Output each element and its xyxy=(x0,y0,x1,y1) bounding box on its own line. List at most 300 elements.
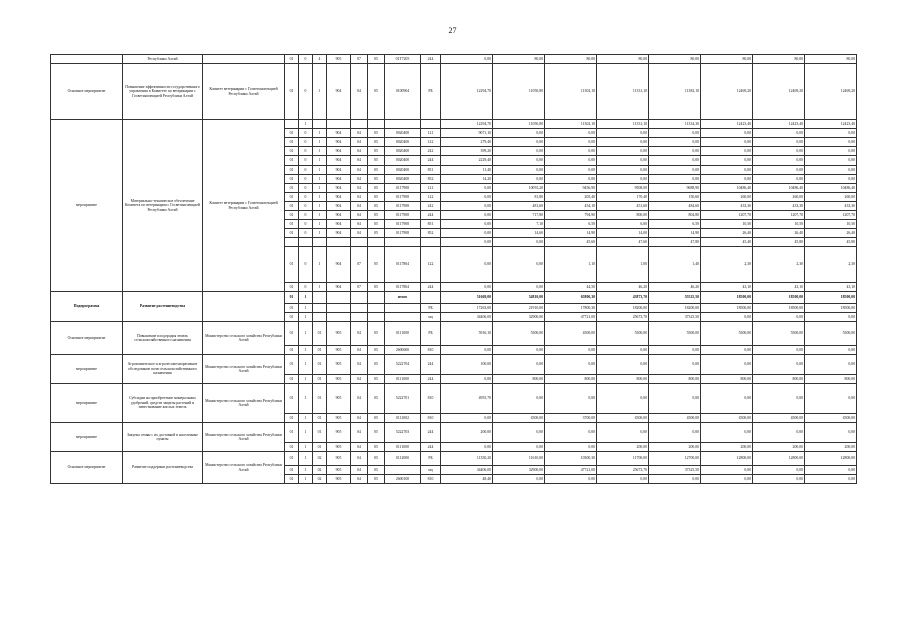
value-cell: 800,00 xyxy=(597,211,649,220)
code-cell: 904 xyxy=(327,175,351,184)
code-cell: 1 xyxy=(313,175,327,184)
code-cell: 0 xyxy=(299,138,313,147)
value-cell: 800,00 xyxy=(649,375,701,384)
value-cell: 5500,00 xyxy=(753,322,805,346)
code-cell: 04 xyxy=(351,202,368,211)
code-cell: 1 xyxy=(299,443,313,452)
code-cell: 0117908 xyxy=(385,184,421,193)
value-cell: 12423,40 xyxy=(753,120,805,129)
code-cell: 04 xyxy=(351,414,368,423)
value-cell: 200,00 xyxy=(753,443,805,452)
code-cell: 01 xyxy=(313,346,327,355)
value-cell: 484,60 xyxy=(649,202,701,211)
value-cell: 11,40 xyxy=(441,166,493,175)
value-cell: 18200,00 xyxy=(649,304,701,313)
code-cell: 0111000 xyxy=(385,443,421,452)
code-cell: 05 xyxy=(368,247,385,283)
code-cell: 01 xyxy=(285,229,299,238)
code-cell xyxy=(351,292,368,304)
value-cell: 0,00 xyxy=(545,443,597,452)
name-cell: Повышение эффективности государственного управления в Комитете по ветеринарии с Госветинспекцией Республики Алтай xyxy=(123,64,203,120)
value-cell: 10486,40 xyxy=(805,184,857,193)
value-cell: 45,60 xyxy=(545,238,597,247)
code-cell: 01 xyxy=(313,423,327,443)
value-cell: 0,00 xyxy=(753,166,805,175)
code-cell: 904 xyxy=(327,64,351,120)
code-cell: 04 xyxy=(351,211,368,220)
code-cell: 05 xyxy=(368,322,385,346)
code-cell: 0020400 xyxy=(385,147,421,156)
value-cell: 51669,00 xyxy=(441,292,493,304)
value-cell: 10,50 xyxy=(753,220,805,229)
value-cell: 0,00 xyxy=(493,166,545,175)
code-cell: 905 xyxy=(327,55,351,64)
value-cell: 279,40 xyxy=(441,138,493,147)
code-cell: 04 xyxy=(351,129,368,138)
code-cell xyxy=(285,120,299,129)
value-cell: 32900,00 xyxy=(493,466,545,475)
code-cell xyxy=(368,120,385,129)
value-cell: 0,00 xyxy=(753,475,805,484)
code-cell: 244 xyxy=(421,156,441,166)
value-cell: 0,00 xyxy=(597,129,649,138)
value-cell: 37325,50 xyxy=(649,466,701,475)
code-cell: итого xyxy=(385,292,421,304)
value-cell: 11302,10 xyxy=(545,120,597,129)
value-cell: 0,00 xyxy=(701,384,753,414)
code-cell: 851 xyxy=(421,166,441,175)
code-cell xyxy=(385,304,421,313)
code-cell: 05 xyxy=(368,138,385,147)
code-cell: 904 xyxy=(327,247,351,283)
code-cell: 05 xyxy=(368,414,385,423)
value-cell: 10055,20 xyxy=(493,184,545,193)
value-cell: 0,00 xyxy=(753,175,805,184)
code-cell: 905 xyxy=(327,384,351,414)
code-cell: РБ xyxy=(421,452,441,466)
code-cell: 05 xyxy=(368,475,385,484)
code-cell: 851 xyxy=(421,220,441,229)
code-cell: 05 xyxy=(368,443,385,452)
code-cell: 904 xyxy=(327,156,351,166)
value-cell: 4955,70 xyxy=(441,384,493,414)
value-cell: 0,00 xyxy=(441,247,493,283)
code-cell: 04 xyxy=(351,193,368,202)
name-cell: Субсидии на приобретение минеральных удобрений, средств защиты растений и известкование кислых земель xyxy=(123,384,203,423)
status-cell: Основное мероприятие xyxy=(51,64,123,120)
code-cell: 852 xyxy=(421,229,441,238)
code-cell: 905 xyxy=(327,355,351,375)
code-cell xyxy=(368,304,385,313)
code-cell: 0020400 xyxy=(385,175,421,184)
code-cell: 01 xyxy=(285,64,299,120)
value-cell: 0,00 xyxy=(493,138,545,147)
value-cell: 0,00 xyxy=(753,355,805,375)
value-cell: 12294,70 xyxy=(441,120,493,129)
value-cell: 0,00 xyxy=(753,147,805,156)
value-cell: 0,00 xyxy=(649,355,701,375)
code-cell: 0 xyxy=(299,202,313,211)
value-cell: 0,00 xyxy=(805,129,857,138)
code-cell: 05 xyxy=(368,355,385,375)
value-cell: 10486,40 xyxy=(753,184,805,193)
value-cell: 0,00 xyxy=(805,423,857,443)
value-cell: 5500,00 xyxy=(493,322,545,346)
code-cell: 05 xyxy=(368,283,385,292)
value-cell: 81,80 xyxy=(493,193,545,202)
value-cell: 0,00 xyxy=(493,423,545,443)
value-cell: 43,10 xyxy=(701,283,753,292)
code-cell: 1 xyxy=(313,220,327,229)
code-cell: 0111000 xyxy=(385,322,421,346)
budget-table xyxy=(50,54,857,484)
value-cell: 17800,30 xyxy=(545,304,597,313)
value-cell: 4500,00 xyxy=(701,414,753,423)
code-cell: мц xyxy=(421,466,441,475)
value-cell: 4500,00 xyxy=(545,322,597,346)
page-number: 27 xyxy=(448,26,457,35)
code-cell xyxy=(327,313,351,322)
value-cell: 80,00 xyxy=(649,55,701,64)
code-cell: 07 xyxy=(351,55,368,64)
value-cell: 0,00 xyxy=(753,466,805,475)
code-cell: 01 xyxy=(285,247,299,283)
code-cell: 0 xyxy=(299,220,313,229)
value-cell: 0,00 xyxy=(545,475,597,484)
value-cell: 0,00 xyxy=(493,156,545,166)
value-cell: 0,00 xyxy=(493,238,545,247)
value-cell: 46,20 xyxy=(649,283,701,292)
code-cell xyxy=(421,292,441,304)
value-cell: 433,30 xyxy=(753,202,805,211)
value-cell: 12294,70 xyxy=(441,64,493,120)
value-cell: 433,30 xyxy=(805,202,857,211)
value-cell: 0,00 xyxy=(701,466,753,475)
code-cell: 04 xyxy=(351,443,368,452)
value-cell: 11350,20 xyxy=(441,452,493,466)
value-cell: 18500,00 xyxy=(805,304,857,313)
value-cell: 0,00 xyxy=(545,147,597,156)
value-cell: 0,00 xyxy=(441,55,493,64)
code-cell: 0 xyxy=(299,247,313,283)
code-cell: 05 xyxy=(368,64,385,120)
table-row xyxy=(51,292,857,304)
value-cell: 80,00 xyxy=(597,55,649,64)
value-cell: 12800,00 xyxy=(701,452,753,466)
code-cell: 121 xyxy=(421,184,441,193)
name-cell: Республики Алтай xyxy=(123,55,203,64)
code-cell: 0111000 xyxy=(385,375,421,384)
value-cell: 18500,00 xyxy=(753,292,805,304)
value-cell: 0,00 xyxy=(441,346,493,355)
value-cell: 0,00 xyxy=(545,129,597,138)
code-cell: 1 xyxy=(313,211,327,220)
code-cell: 0100904 xyxy=(385,64,421,120)
value-cell: 14,60 xyxy=(493,229,545,238)
code-cell: 1 xyxy=(313,247,327,283)
value-cell: 11302,10 xyxy=(545,64,597,120)
code-cell: 05 xyxy=(368,156,385,166)
code-cell: 0117908 xyxy=(385,229,421,238)
code-cell: 04 xyxy=(351,375,368,384)
code-cell: 01 xyxy=(313,384,327,414)
value-cell: 25673,70 xyxy=(597,466,649,475)
value-cell: 26,40 xyxy=(753,229,805,238)
value-cell: 0,00 xyxy=(441,202,493,211)
code-cell: 852 xyxy=(421,175,441,184)
code-cell xyxy=(421,238,441,247)
code-cell: 05 xyxy=(368,375,385,384)
value-cell: 0,00 xyxy=(545,346,597,355)
code-cell xyxy=(313,120,327,129)
code-cell: 04 xyxy=(351,175,368,184)
code-cell: 01 xyxy=(285,129,299,138)
code-cell: 01 xyxy=(285,322,299,346)
code-cell: 1 xyxy=(299,466,313,475)
value-cell: 9508,00 xyxy=(597,184,649,193)
code-cell: 905 xyxy=(327,375,351,384)
code-cell: 904 xyxy=(327,193,351,202)
code-cell: 0117908 xyxy=(385,193,421,202)
value-cell: 0,00 xyxy=(701,129,753,138)
value-cell: 25673,70 xyxy=(597,313,649,322)
code-cell: 01 xyxy=(285,384,299,414)
value-cell: 260,00 xyxy=(805,193,857,202)
code-cell: 04 xyxy=(351,322,368,346)
value-cell: 0,00 xyxy=(441,443,493,452)
code-cell: 04 xyxy=(351,346,368,355)
code-cell: 05 xyxy=(368,202,385,211)
value-cell: 12469,20 xyxy=(701,64,753,120)
code-cell: 01 xyxy=(285,313,299,322)
code-cell: 0 xyxy=(299,229,313,238)
code-cell: 05 xyxy=(368,346,385,355)
value-cell: 0,00 xyxy=(441,184,493,193)
value-cell: 47721,00 xyxy=(545,313,597,322)
value-cell: 11050,80 xyxy=(493,64,545,120)
value-cell: 34406,00 xyxy=(441,466,493,475)
code-cell: 01 xyxy=(285,423,299,443)
value-cell: 0,00 xyxy=(753,156,805,166)
code-cell xyxy=(421,120,441,129)
value-cell: 10,50 xyxy=(805,220,857,229)
code-cell: 01 xyxy=(285,55,299,64)
value-cell: 0,00 xyxy=(441,375,493,384)
code-cell: 01 xyxy=(313,443,327,452)
code-cell: РБ xyxy=(421,64,441,120)
value-cell: 12800,00 xyxy=(753,452,805,466)
value-cell: 14,00 xyxy=(597,229,649,238)
value-cell: 7,10 xyxy=(493,220,545,229)
value-cell: 6,00 xyxy=(597,220,649,229)
value-cell: 14,20 xyxy=(441,175,493,184)
value-cell: 11331,10 xyxy=(597,120,649,129)
code-cell: 1 xyxy=(299,355,313,375)
status-cell: Подпрограмма xyxy=(51,292,123,322)
value-cell: 12423,40 xyxy=(701,120,753,129)
code-cell: 04 xyxy=(351,466,368,475)
value-cell: 200,00 xyxy=(597,443,649,452)
code-cell: 04 xyxy=(351,156,368,166)
code-cell: 05 xyxy=(368,129,385,138)
value-cell: 200,00 xyxy=(649,443,701,452)
code-cell: 1 xyxy=(313,193,327,202)
name-cell: Развитие поддержки растениеводства xyxy=(123,452,203,484)
responsible-cell: Министерство сельского хозяйства Республики Алтай xyxy=(203,355,285,384)
code-cell: 01 xyxy=(285,414,299,423)
code-cell: 05 xyxy=(368,384,385,414)
code-cell: 121 xyxy=(421,129,441,138)
code-cell: 1 xyxy=(299,292,313,304)
code-cell xyxy=(351,120,368,129)
code-cell: 244 xyxy=(421,55,441,64)
value-cell: 0,00 xyxy=(701,166,753,175)
value-cell: 0,00 xyxy=(649,147,701,156)
value-cell: 0,00 xyxy=(441,193,493,202)
code-cell: 04 xyxy=(351,138,368,147)
value-cell: 9456,90 xyxy=(545,184,597,193)
value-cell: 11050,80 xyxy=(493,120,545,129)
value-cell: 0,00 xyxy=(545,423,597,443)
value-cell: 0,00 xyxy=(493,129,545,138)
code-cell: 904 xyxy=(327,283,351,292)
code-cell: 01 xyxy=(285,211,299,220)
value-cell: 0,00 xyxy=(649,384,701,414)
code-cell: 0117804 xyxy=(385,247,421,283)
code-cell: 01 xyxy=(285,304,299,313)
code-cell xyxy=(351,304,368,313)
value-cell: 200,00 xyxy=(441,423,493,443)
value-cell: 1,10 xyxy=(545,247,597,283)
code-cell: 0 xyxy=(299,211,313,220)
table-row xyxy=(51,120,857,129)
code-cell: 0020400 xyxy=(385,166,421,175)
code-cell: 07 xyxy=(351,283,368,292)
value-cell: 10300,30 xyxy=(545,452,597,466)
code-cell: 1 xyxy=(313,129,327,138)
value-cell: 4500,00 xyxy=(753,414,805,423)
code-cell: 04 xyxy=(351,355,368,375)
value-cell: 12469,20 xyxy=(753,64,805,120)
code-cell: 05 xyxy=(368,55,385,64)
status-cell: мероприятие xyxy=(51,423,123,452)
value-cell: 0,00 xyxy=(545,138,597,147)
value-cell: 6,50 xyxy=(545,220,597,229)
code-cell: 0 xyxy=(299,156,313,166)
value-cell: 717,80 xyxy=(493,211,545,220)
value-cell: 0,00 xyxy=(597,138,649,147)
value-cell: 65806,30 xyxy=(545,292,597,304)
value-cell: 0,00 xyxy=(701,313,753,322)
code-cell: 1 xyxy=(313,138,327,147)
code-cell: 122 xyxy=(421,138,441,147)
name-cell: Развитие растениеводства xyxy=(123,292,203,322)
value-cell: 0,00 xyxy=(805,313,857,322)
code-cell: 04 xyxy=(351,166,368,175)
value-cell: 0,00 xyxy=(701,156,753,166)
value-cell: 0,00 xyxy=(753,423,805,443)
value-cell: 5916,10 xyxy=(441,322,493,346)
value-cell: 11331,10 xyxy=(597,64,649,120)
code-cell: 1 xyxy=(313,166,327,175)
value-cell: 0,00 xyxy=(701,138,753,147)
value-cell: 0,00 xyxy=(545,175,597,184)
code-cell: 1 xyxy=(313,283,327,292)
value-cell: 0,00 xyxy=(805,384,857,414)
code-cell: 0 xyxy=(299,147,313,156)
value-cell: 1207,70 xyxy=(753,211,805,220)
code-cell: 810 xyxy=(421,475,441,484)
value-cell: 0,00 xyxy=(649,129,701,138)
value-cell: 433,30 xyxy=(701,202,753,211)
code-cell: 905 xyxy=(327,475,351,484)
code-cell: 244 xyxy=(421,283,441,292)
value-cell: 0,00 xyxy=(753,138,805,147)
code-cell: 905 xyxy=(327,452,351,466)
code-cell: 1 xyxy=(299,313,313,322)
status-cell xyxy=(51,55,123,64)
value-cell: 43873,70 xyxy=(597,292,649,304)
value-cell: 80,00 xyxy=(805,55,857,64)
code-cell xyxy=(313,313,327,322)
table-row xyxy=(51,355,857,375)
value-cell: 1207,70 xyxy=(701,211,753,220)
value-cell: 0,00 xyxy=(493,147,545,156)
code-cell: 02 xyxy=(313,475,327,484)
code-cell: 0 xyxy=(299,193,313,202)
value-cell: 0,00 xyxy=(597,384,649,414)
table-body xyxy=(51,55,857,484)
value-cell: 0,00 xyxy=(493,283,545,292)
value-cell: 0,00 xyxy=(441,283,493,292)
status-cell: Основное мероприятие xyxy=(51,452,123,484)
status-cell: мероприятие xyxy=(51,355,123,384)
value-cell: 451,60 xyxy=(597,202,649,211)
code-cell: 1 xyxy=(299,452,313,466)
responsible-cell: Министерство сельского хозяйства Республики Алтай xyxy=(203,322,285,355)
code-cell: 01 xyxy=(313,375,327,384)
value-cell: 0,00 xyxy=(753,313,805,322)
code-cell: 01 xyxy=(285,292,299,304)
value-cell: 0,00 xyxy=(805,175,857,184)
code-cell: 01 xyxy=(285,184,299,193)
code-cell: 05 xyxy=(368,166,385,175)
value-cell: 800,00 xyxy=(805,375,857,384)
code-cell: 810 xyxy=(421,384,441,414)
code-cell: 0020400 xyxy=(385,138,421,147)
code-cell: 05 xyxy=(368,423,385,443)
value-cell: 0,00 xyxy=(649,166,701,175)
value-cell: 12800,00 xyxy=(805,452,857,466)
code-cell: 244 xyxy=(421,375,441,384)
code-cell: 01 xyxy=(285,156,299,166)
value-cell: 0,00 xyxy=(597,175,649,184)
code-cell xyxy=(385,313,421,322)
code-cell: 05 xyxy=(368,452,385,466)
code-cell: 0117804 xyxy=(385,283,421,292)
code-cell: 904 xyxy=(327,138,351,147)
value-cell: 80,00 xyxy=(545,55,597,64)
value-cell: 0,00 xyxy=(441,229,493,238)
value-cell: 12700,00 xyxy=(649,452,701,466)
value-cell: 0,00 xyxy=(441,220,493,229)
code-cell: 01 xyxy=(285,138,299,147)
value-cell: 1,40 xyxy=(649,247,701,283)
value-cell: 800,00 xyxy=(493,375,545,384)
code-cell: 01 xyxy=(285,346,299,355)
value-cell: 794,90 xyxy=(545,211,597,220)
code-cell: 04 xyxy=(351,147,368,156)
